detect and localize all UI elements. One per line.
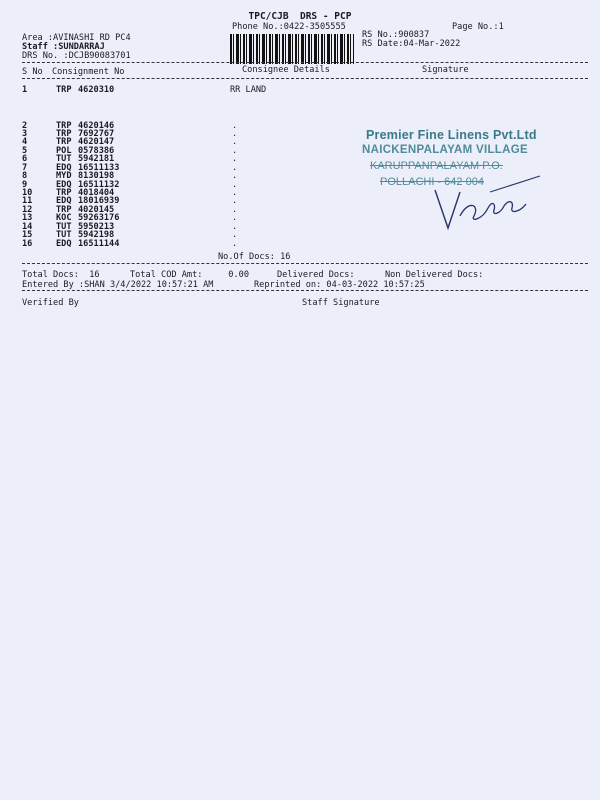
row-consignment-number: 5942181 (78, 154, 115, 164)
barcode (230, 34, 354, 64)
row-origin-code: TUT (56, 154, 72, 164)
row-consignment-number: 0578386 (78, 146, 115, 156)
row-consignment-number: 16511133 (78, 163, 120, 173)
rs-date: RS Date:04-Mar-2022 (362, 39, 461, 49)
area-field: Area :AVINASHI RD PC4 (22, 33, 131, 43)
table-row (22, 239, 588, 249)
row-consignee-details: . (232, 230, 238, 240)
total-docs: Total Docs: 16 (22, 270, 100, 280)
reprinted-on: Reprinted on: 04-03-2022 10:57:25 (254, 280, 425, 290)
divider-header (22, 78, 588, 79)
no-of-docs: No.Of Docs: 16 (218, 252, 291, 262)
row-sno: 9 (22, 180, 28, 190)
col-consignee-header: Consignee Details (242, 65, 330, 75)
row-origin-code: EDQ (56, 163, 72, 173)
row-sno: 11 (22, 196, 33, 206)
rs-number: RS No.:900837 (362, 30, 430, 40)
row-sno: 3 (22, 129, 28, 139)
row-origin-code: TRP (56, 121, 72, 131)
row-origin-code: TRP (56, 188, 72, 198)
row-origin-code: EDQ (56, 196, 72, 206)
row-sno: 13 (22, 213, 33, 223)
row-sno: 7 (22, 163, 28, 173)
stamp-line-4: POLLACHI - 642 004 (380, 176, 484, 188)
row-origin-code: TRP (56, 205, 72, 215)
row-sno: 4 (22, 137, 28, 147)
entered-by: Entered By :SHAN 3/4/2022 10:57:21 AM (22, 280, 214, 290)
row-consignee-details: . (232, 213, 238, 223)
row-consignment-number: 4018404 (78, 188, 115, 198)
row-consignment-number: 18016939 (78, 196, 120, 206)
row-sno: 6 (22, 154, 28, 164)
row-consignment-number: 8130198 (78, 171, 115, 181)
row-sno: 15 (22, 230, 33, 240)
page-title: TPC/CJB DRS - PCP (248, 11, 352, 22)
row-consignment-number: 16511144 (78, 239, 120, 249)
non-delivered-docs: Non Delivered Docs: (385, 270, 484, 280)
verified-by: Verified By (22, 298, 79, 308)
row-origin-code: EDQ (56, 239, 72, 249)
row-consignee-details: . (232, 154, 238, 164)
page-number: Page No.:1 (452, 22, 504, 32)
row-sno: 2 (22, 121, 28, 131)
row-origin-code: EDQ (56, 180, 72, 190)
col-sno-header: S No (22, 67, 43, 77)
row-origin-code: TRP (56, 85, 72, 95)
row-consignment-number: 16511132 (78, 180, 120, 190)
divider-bottom (22, 290, 588, 291)
row-consignment-number: 4620146 (78, 121, 115, 131)
col-consignment-header: Consignment No (52, 67, 125, 77)
row-consignee-details: . (232, 188, 238, 198)
row-consignment-number: 4020145 (78, 205, 115, 215)
row-sno: 12 (22, 205, 33, 215)
col-signature-header: Signature (422, 65, 469, 75)
row-consignment-number: 4620310 (78, 85, 115, 95)
row-consignee-details: . (232, 171, 238, 181)
row-consignment-number: 7692767 (78, 129, 115, 139)
divider-top (22, 62, 588, 63)
row-consignee-details: . (232, 137, 238, 147)
row-consignment-number: 59263176 (78, 213, 120, 223)
row-sno: 10 (22, 188, 33, 198)
delivered-docs: Delivered Docs: (277, 270, 355, 280)
stamp-line-1: Premier Fine Linens Pvt.Ltd (366, 128, 537, 142)
row-consignment-number: 5942198 (78, 230, 115, 240)
divider-summary (22, 263, 588, 264)
row-consignee-details: . (232, 121, 238, 131)
row-origin-code: TUT (56, 222, 72, 232)
row-origin-code: KOC (56, 213, 72, 223)
total-cod: Total COD Amt: 0.00 (130, 270, 249, 280)
row-consignee-details: . (232, 239, 238, 249)
row-sno: 8 (22, 171, 28, 181)
row-origin-code: MYD (56, 171, 72, 181)
row-consignee-details: . (232, 196, 238, 206)
handwritten-signature (430, 170, 550, 240)
row-consignment-number: 4620147 (78, 137, 115, 147)
row-consignee-details: . (232, 129, 238, 139)
row-origin-code: POL (56, 146, 72, 156)
stamp-line-3: KARUPPANPALAYAM P.O. (370, 160, 503, 172)
row-sno: 16 (22, 239, 33, 249)
row-origin-code: TRP (56, 129, 72, 139)
row-origin-code: TUT (56, 230, 72, 240)
row-sno: 14 (22, 222, 33, 232)
table-row (22, 85, 588, 95)
row-consignee-details: . (232, 205, 238, 215)
row-consignee-details: . (232, 222, 238, 232)
phone-number: Phone No.:0422-3505555 (232, 22, 346, 32)
staff-signature: Staff Signature (302, 298, 380, 308)
drs-number: DRS No. :DCJB90083701 (22, 51, 131, 61)
stamp-line-2: NAICKENPALAYAM VILLAGE (362, 144, 528, 156)
row-consignee-details: . (232, 180, 238, 190)
staff-field: Staff :SUNDARRAJ (22, 42, 105, 52)
row-consignee-details: RR LAND (230, 85, 267, 95)
row-origin-code: TRP (56, 137, 72, 147)
row-consignee-details: . (232, 146, 238, 156)
row-sno: 5 (22, 146, 28, 156)
row-consignment-number: 5950213 (78, 222, 115, 232)
row-sno: 1 (22, 85, 28, 95)
row-consignee-details: . (232, 163, 238, 173)
